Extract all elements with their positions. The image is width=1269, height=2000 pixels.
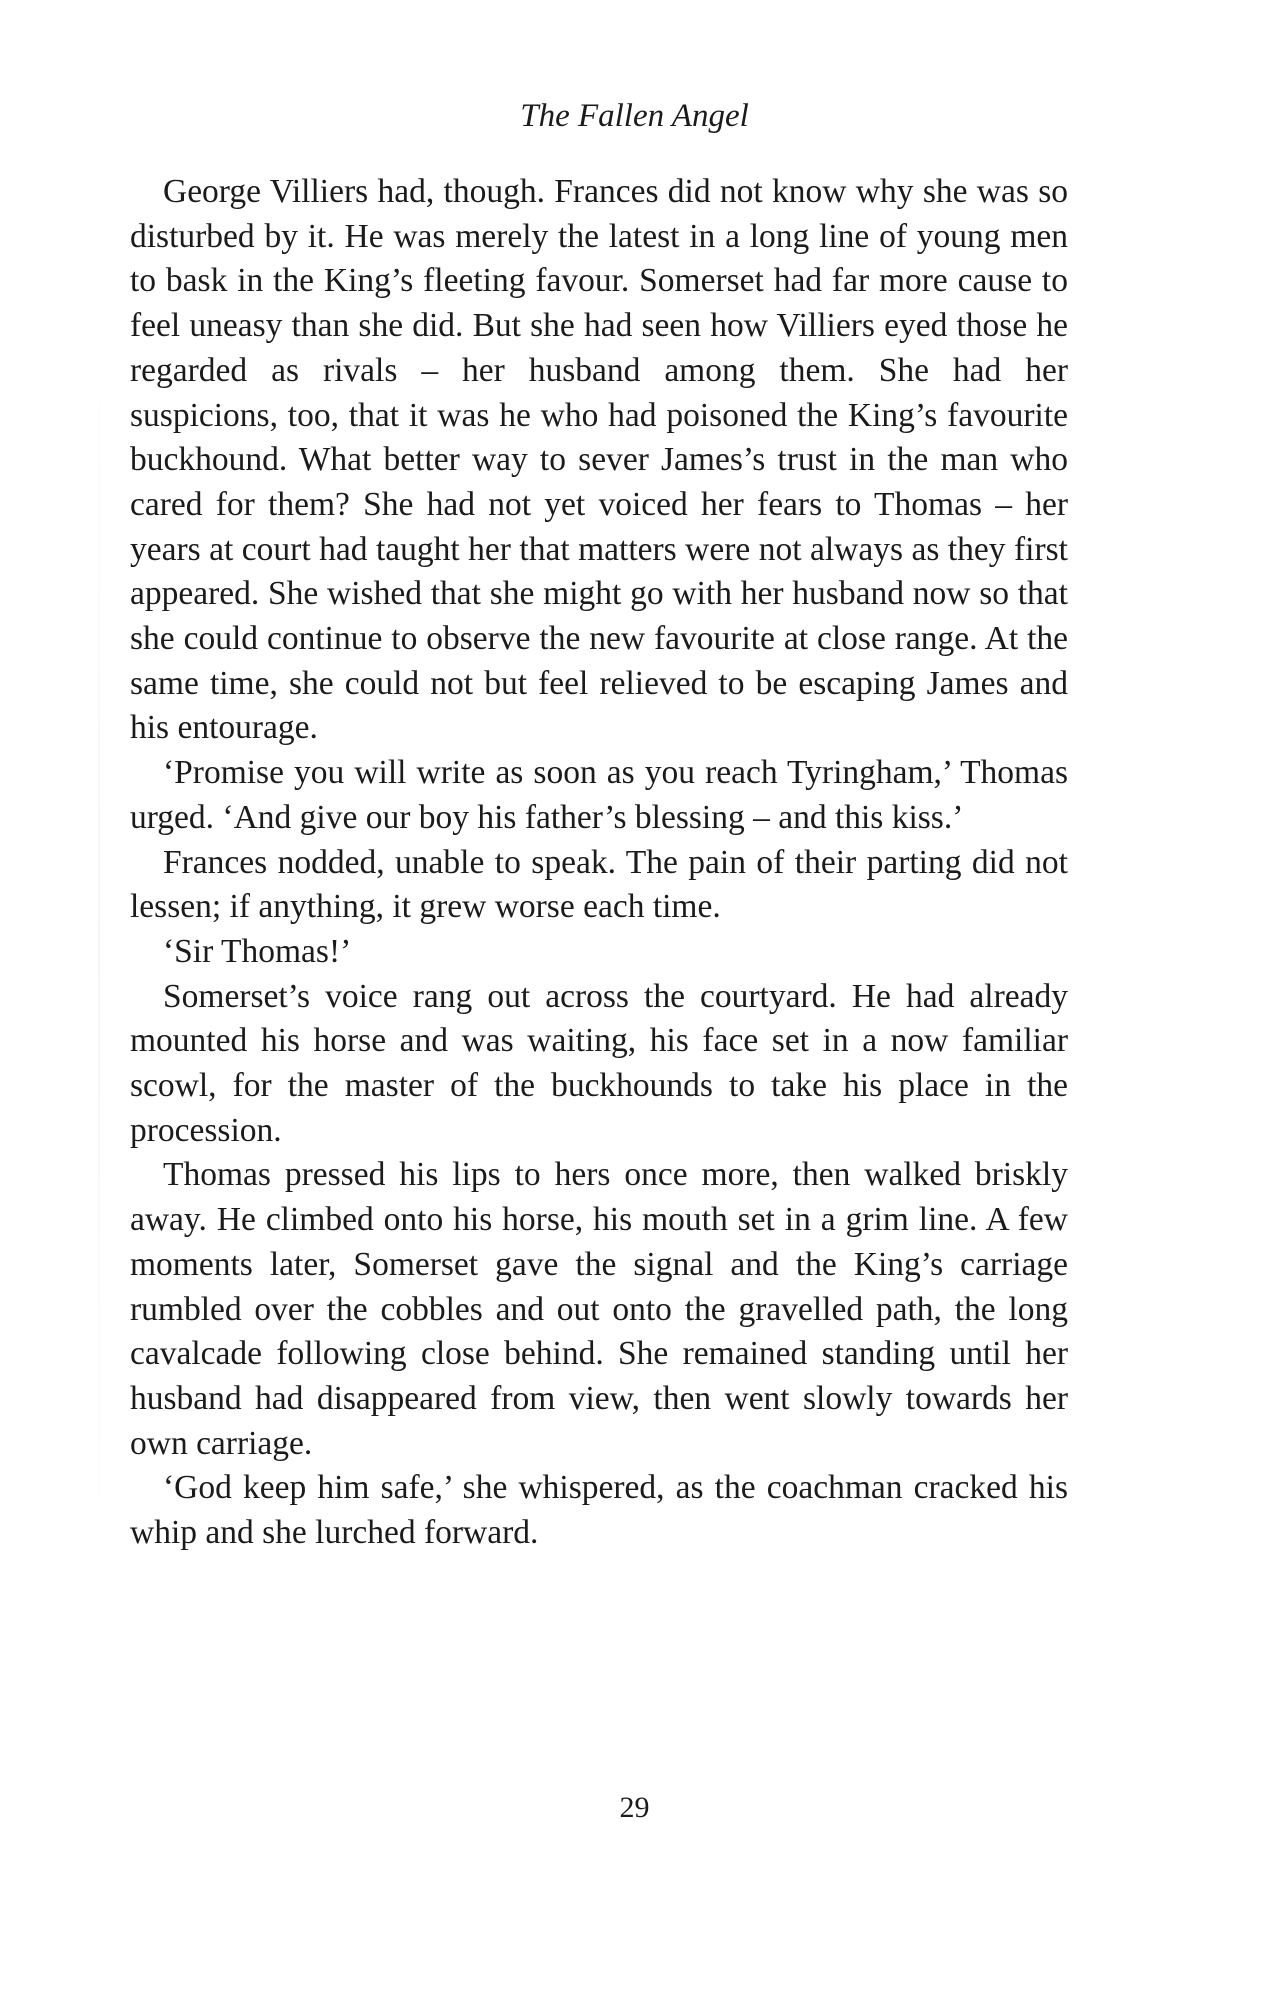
body-text xyxy=(130,170,1068,1556)
paragraph: Frances nodded, unable to speak. The pain of their parting did not lessen; if anything, it grew worse each time. xyxy=(130,843,1068,926)
paragraph: Somerset’s voice rang out across the courtyard. He had already mounted his horse and was waiting, his face set in a now familiar scowl, for the master of the buckhounds to take his place in the procession. xyxy=(130,977,1068,1149)
paragraph: ‘Promise you will write as soon as you reach Tyringham,’ Thomas urged. ‘And give our boy his father’s blessing – and this kiss.’ xyxy=(130,754,1068,836)
paragraph: ‘Sir Thomas!’ xyxy=(163,932,352,970)
paragraph: George Villiers had, though. Frances did not know why she was so disturbed by it. He was merely the latest in a long line of young men to bask in the King’s fleeting favour. Somerset had far more cause to feel uneasy than she did. But she had seen how Villiers eyed those he regarded as rivals – her husband among them. She had her suspicions, too, that it was he who had poisoned the King’s favourite buckhound. What better way to sever James’s trust in the man who cared for them? She had not yet voiced her fears to Thomas – her years at court had taught her that matters were not always as they first appeared. She wished that she might go with her husband now so that she could continue to observe the new favourite at close range. At the same time, she could not but feel relieved to be escaping James and his entourage. xyxy=(130,173,1068,747)
running-head: The Fallen Angel xyxy=(520,98,749,134)
scan-margin-shadow xyxy=(98,300,100,1600)
paragraph: ‘God keep him safe,’ she whispered, as the coachman cracked his whip and she lurched forward. xyxy=(130,1469,1068,1552)
paragraph: Thomas pressed his lips to hers once more, then walked briskly away. He climbed onto his horse, his mouth set in a grim line. A few moments later, Somerset gave the signal and the King’s carriage rumbled over the cobbles and out onto the gravelled path, the long cavalcade following close behind. She remained standing until her husband had disappeared from view, then went slowly towards her own carriage. xyxy=(130,1156,1068,1462)
page-number: 29 xyxy=(619,1791,650,1824)
